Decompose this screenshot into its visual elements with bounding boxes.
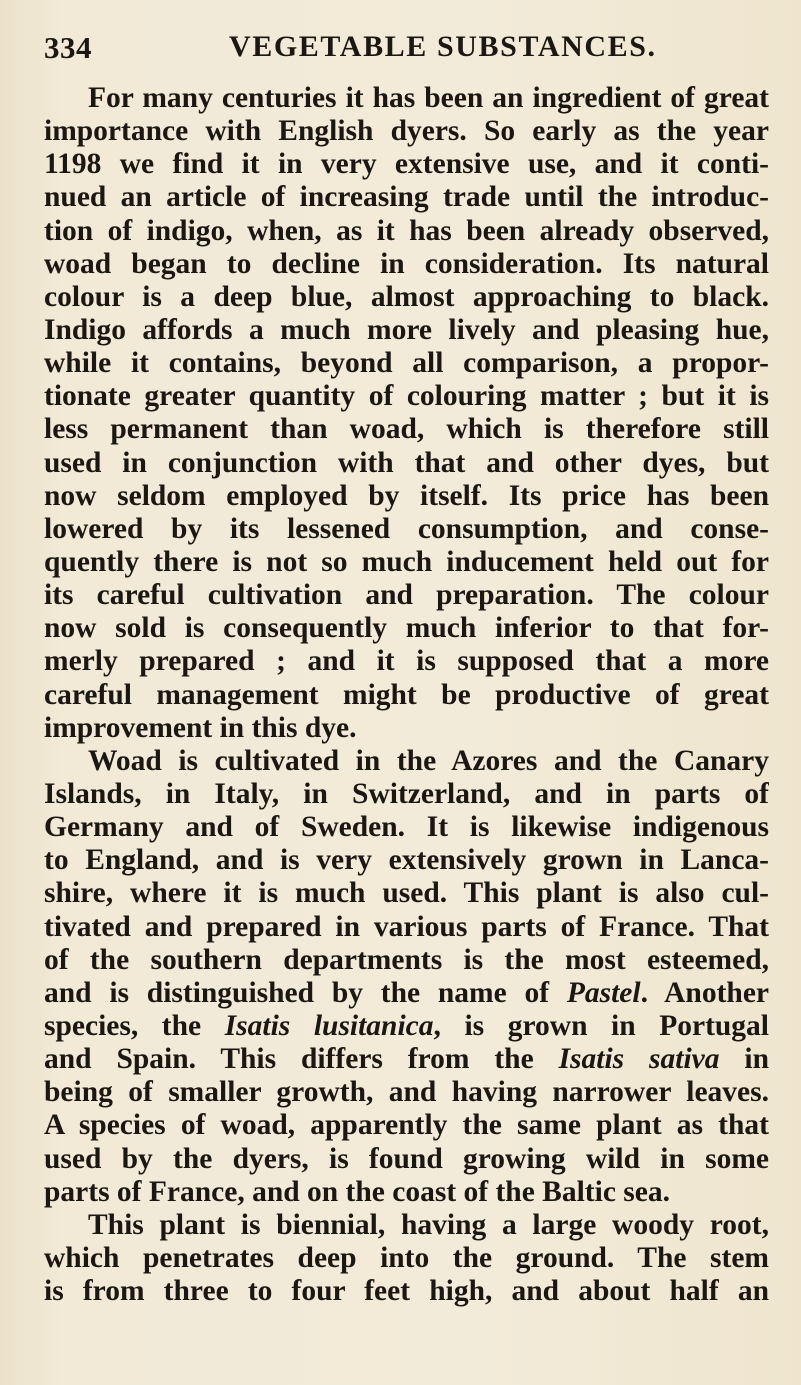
text-line bbox=[44, 1242, 769, 1275]
text-line bbox=[44, 513, 769, 546]
text-line bbox=[44, 1176, 769, 1209]
text-line bbox=[44, 778, 769, 811]
text-segment: and is distinguished by the name of bbox=[44, 976, 567, 1009]
running-head: VEGETABLE SUBSTANCES. bbox=[229, 30, 657, 63]
text-segment: is from three to four feet high, and about half an bbox=[44, 1275, 769, 1308]
italic-term: Pastel bbox=[566, 976, 641, 1009]
text-line bbox=[44, 1143, 769, 1176]
text-segment: being of smaller growth, and having narrower leaves. bbox=[44, 1076, 769, 1109]
text-segment: careful management might be productive of great bbox=[44, 678, 769, 711]
text-segment: to England, and is very extensively grown in Lanca- bbox=[44, 844, 769, 877]
text-line bbox=[44, 612, 769, 645]
text-segment: used by the dyers, is found growing wild in some bbox=[44, 1142, 769, 1175]
text-segment: Germany and of Sweden. It is likewise indigenous bbox=[44, 811, 769, 844]
text-segment: now seldom employed by itself. Its price has been bbox=[44, 479, 769, 512]
text-segment: merly prepared ; and it is supposed that a more bbox=[44, 645, 769, 678]
text-line bbox=[44, 347, 769, 380]
text-line bbox=[44, 579, 769, 612]
text-line bbox=[44, 1109, 769, 1142]
text-line bbox=[44, 148, 769, 181]
text-segment: now sold is consequently much inferior to that for- bbox=[44, 612, 769, 645]
text-line bbox=[44, 82, 769, 115]
page-header bbox=[0, 30, 801, 70]
text-segment: This plant is biennial, having a large woody root, bbox=[88, 1208, 769, 1241]
body-text bbox=[44, 82, 769, 1308]
text-line bbox=[44, 811, 769, 844]
text-line bbox=[44, 1275, 769, 1308]
text-segment: used in conjunction with that and other dyes, but bbox=[44, 446, 769, 479]
text-line bbox=[44, 944, 769, 977]
text-segment: . Another bbox=[640, 976, 769, 1009]
text-line bbox=[44, 1209, 769, 1242]
text-segment: tion of indigo, when, as it has been already observed, bbox=[44, 214, 769, 247]
text-segment: 1198 we find it in very extensive use, and it conti- bbox=[44, 148, 769, 181]
text-line bbox=[44, 480, 769, 513]
text-segment: tivated and prepared in various parts of France. That bbox=[44, 910, 769, 943]
text-segment: nued an article of increasing trade until the introduc- bbox=[44, 181, 769, 214]
text-line bbox=[44, 413, 769, 446]
italic-term: Isatis lusitanica bbox=[224, 1009, 434, 1042]
text-line bbox=[44, 380, 769, 413]
text-line bbox=[44, 712, 769, 745]
text-segment: tionate greater quantity of colouring matter ; but it is bbox=[44, 380, 769, 413]
text-segment: shire, where it is much used. This plant is also cul- bbox=[44, 877, 769, 910]
text-line bbox=[44, 546, 769, 579]
text-line bbox=[44, 1010, 769, 1043]
text-segment: species, the bbox=[44, 1009, 225, 1042]
text-segment: Indigo affords a much more lively and pleasing hue, bbox=[44, 313, 769, 346]
text-segment: improvement in this dye. bbox=[44, 711, 357, 744]
text-segment: Woad is cultivated in the Azores and the Canary bbox=[88, 744, 769, 777]
italic-term: Isatis sativa bbox=[558, 1043, 720, 1076]
text-segment: woad began to decline in consideration. Its natural bbox=[44, 247, 769, 280]
text-segment: and Spain. This differs from the bbox=[44, 1043, 559, 1076]
text-segment: Islands, in Italy, in Switzerland, and in parts of bbox=[44, 777, 769, 810]
text-line bbox=[44, 877, 769, 910]
text-line bbox=[44, 911, 769, 944]
text-line bbox=[44, 745, 769, 778]
text-line bbox=[44, 447, 769, 480]
text-line bbox=[44, 1076, 769, 1109]
text-segment: of the southern departments is the most esteemed, bbox=[44, 943, 769, 976]
text-segment: in bbox=[719, 1043, 769, 1076]
text-segment: , is grown in Portugal bbox=[433, 1009, 769, 1042]
text-segment: while it contains, beyond all comparison, a propor- bbox=[44, 347, 769, 380]
text-line bbox=[44, 281, 769, 314]
text-line bbox=[44, 314, 769, 347]
text-segment: importance with English dyers. So early as the year bbox=[44, 115, 769, 148]
text-segment: parts of France, and on the coast of the Baltic sea. bbox=[44, 1175, 670, 1208]
text-line bbox=[44, 977, 769, 1010]
text-segment: quently there is not so much inducement held out for bbox=[44, 545, 769, 578]
text-line bbox=[44, 844, 769, 877]
text-line bbox=[44, 215, 769, 248]
page-number: 334 bbox=[44, 30, 92, 65]
text-segment: less permanent than woad, which is therefore still bbox=[44, 413, 769, 446]
text-segment: A species of woad, apparently the same plant as that bbox=[44, 1109, 769, 1142]
text-segment: lowered by its lessened consumption, and conse- bbox=[44, 512, 769, 545]
text-segment: which penetrates deep into the ground. The stem bbox=[44, 1241, 769, 1274]
text-line bbox=[44, 248, 769, 281]
text-line bbox=[44, 645, 769, 678]
text-segment: For many centuries it has been an ingredient of great bbox=[88, 82, 769, 114]
text-line bbox=[44, 679, 769, 712]
text-segment: its careful cultivation and preparation. The colour bbox=[44, 579, 769, 612]
text-line bbox=[44, 181, 769, 214]
text-segment: colour is a deep blue, almost approaching to black. bbox=[44, 280, 769, 313]
text-line bbox=[44, 115, 769, 148]
text-line bbox=[44, 1043, 769, 1076]
